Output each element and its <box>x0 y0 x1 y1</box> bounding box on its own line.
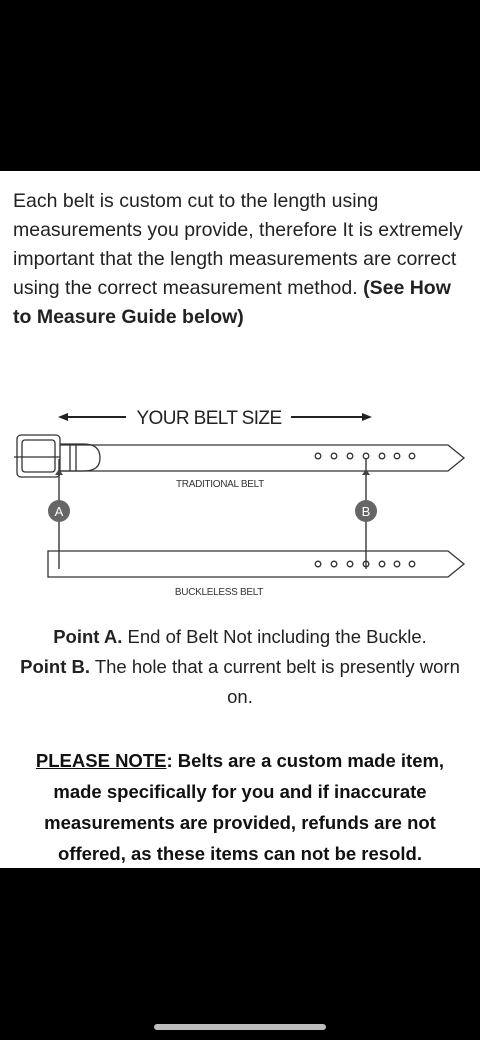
please-note-paragraph <box>0 745 480 869</box>
intro-bold-text: (See How to Measure Guide below) <box>13 277 451 328</box>
belt-size-title: YOUR BELT SIZE <box>136 408 282 429</box>
marker-a-label: A <box>54 504 64 519</box>
traditional-belt-holes <box>315 453 415 459</box>
a-arrow-icon <box>55 469 63 475</box>
please-note-text: : Belts are a custom made item, made specifically for you and if inaccurate measurements are provided, refunds are not offered, as these items can not be resold. <box>44 750 445 864</box>
b-arrow-icon <box>362 469 370 475</box>
buckleless-belt <box>48 551 464 577</box>
marker-a <box>48 500 70 522</box>
point-a-label: Point A. <box>53 626 123 647</box>
marker-b-label: B <box>361 504 371 519</box>
measure-lines <box>59 459 366 569</box>
point-a-line <box>0 622 480 652</box>
top-black-bar <box>0 0 480 171</box>
right-arrow-icon <box>362 413 372 421</box>
traditional-belt <box>14 435 464 477</box>
point-b-text: The hole that a current belt is presently worn on. <box>90 656 460 707</box>
left-arrow-icon <box>58 413 68 421</box>
buckleless-belt-holes <box>315 561 415 567</box>
buckle-icon <box>14 435 100 477</box>
home-indicator[interactable] <box>154 1024 326 1030</box>
point-a-text: End of Belt Not including the Buckle. <box>122 626 427 647</box>
traditional-belt-label: TRADITIONAL BELT <box>176 479 264 490</box>
point-b-line <box>0 652 480 712</box>
marker-b <box>355 500 377 522</box>
please-note-label: PLEASE NOTE <box>35 750 167 771</box>
intro-paragraph <box>13 187 465 332</box>
bottom-black-bar <box>0 868 480 1040</box>
intro-text: Each belt is custom cut to the length using measurements you provide, therefore It is extremely important that the length measurements are correct using the correct measurement method. <box>13 190 463 299</box>
points-explanation <box>0 622 480 712</box>
point-b-label: Point B. <box>20 656 91 677</box>
buckleless-belt-label: BUCKLELESS BELT <box>174 587 264 598</box>
belt-size-title-group <box>58 408 372 429</box>
post-image <box>0 171 480 868</box>
belt-size-diagram <box>0 397 480 607</box>
